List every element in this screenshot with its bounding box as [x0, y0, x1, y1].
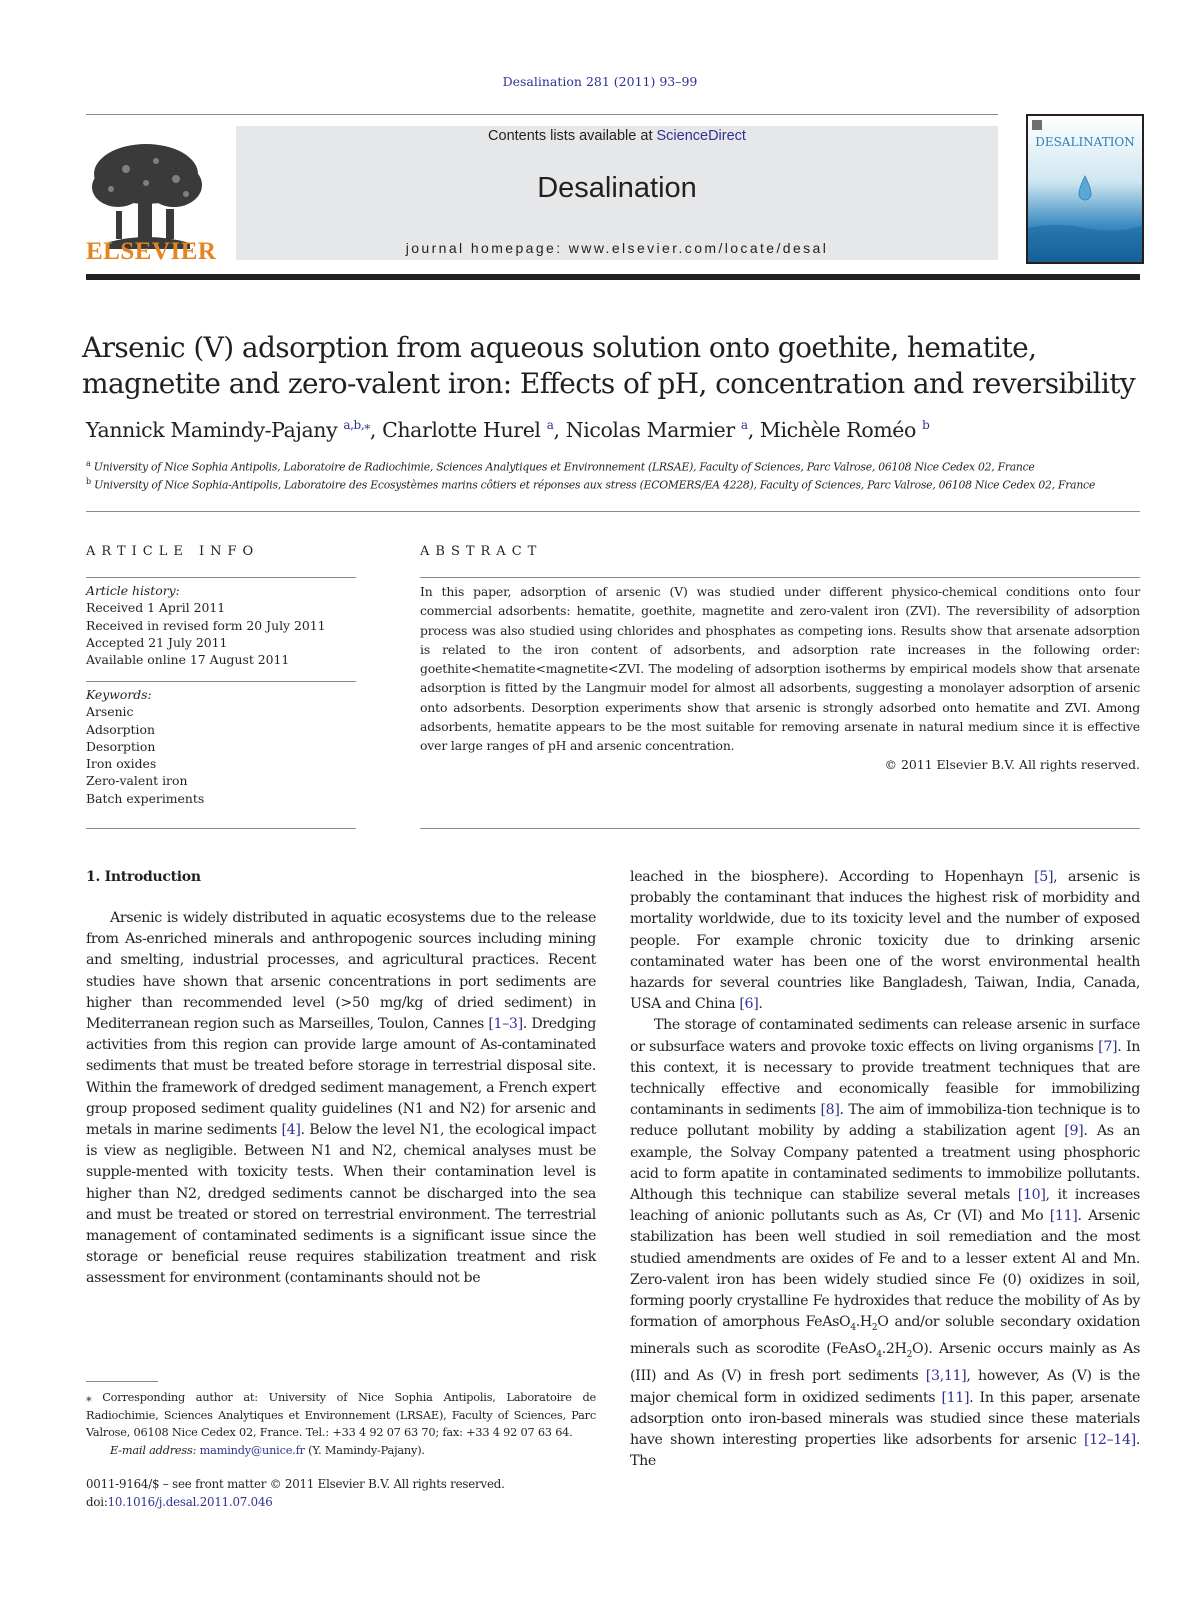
elsevier-wordmark: ELSEVIER: [86, 238, 217, 265]
author-separator: ,: [747, 418, 760, 442]
paragraph: [630, 1015, 1140, 1472]
footnote-text: ⁎ Corresponding author at: University of Nice Sophia Antipolis, Laboratoire de Radiochimie, Sciences Analytiques et Environnement (LRSAE), Faculty of Sciences, Parc Valrose, 06108 Nice Cedex 02, France. Tel.: +33 4 92 07 63 70; fax: +33 4 92 07 63 64.: [86, 1391, 596, 1439]
journal-name: Desalination: [537, 172, 697, 204]
journal-homepage[interactable]: journal homepage: www.elsevier.com/locate/desal: [405, 240, 829, 256]
history-item: Accepted 21 July 2011: [86, 634, 228, 650]
text-run: leached in the biosphere). According to Hopenhayn: [630, 869, 1035, 885]
article-info-heading: ARTICLE INFO: [86, 544, 260, 559]
cover-image: [1028, 116, 1142, 262]
author: Michèle Roméo: [759, 418, 916, 442]
text-run: . The aim of immobiliza-tion technique is to reduce pollutant mobility by adding a stabilization agent: [630, 1102, 1140, 1140]
history-label: Article history:: [86, 583, 180, 598]
body-column-left: [86, 908, 596, 1290]
doi-line: [86, 1494, 606, 1512]
divider: [420, 577, 1140, 578]
affiliation-divider: [86, 511, 1140, 512]
author: Charlotte Hurel: [382, 418, 541, 442]
text-run: . In this paper, arsenate adsorption onto iron-based minerals was studied since these materials have shown interesting properties like adsorbents for arsenic: [630, 1389, 1140, 1448]
text-run: . As an example, the Solvay Company patented a treatment using phosphoric acid to form apatite in contaminated sediments to immobilize pollutants. Although this technique can stabilize several metals: [630, 1123, 1140, 1204]
text-run: .H: [855, 1314, 872, 1331]
keyword: Iron oxides: [86, 756, 157, 772]
divider: [86, 577, 356, 578]
citation-ref[interactable]: [11]: [1049, 1208, 1078, 1225]
paragraph: [630, 867, 1140, 1015]
citation-ref[interactable]: [10]: [1017, 1187, 1046, 1204]
footnote-rule: [86, 1381, 158, 1382]
email-link[interactable]: mamindy@unice.fr: [199, 1443, 305, 1457]
citation-ref[interactable]: [9]: [1064, 1123, 1084, 1140]
keyword: Batch experiments: [86, 790, 205, 806]
keywords-label: Keywords:: [86, 687, 152, 702]
divider: [420, 828, 1140, 829]
author: Nicolas Marmier: [565, 418, 735, 442]
author-affiliation-mark[interactable]: a: [740, 418, 748, 433]
journal-cover: [1026, 114, 1144, 264]
text-run: . Dredging activities from this region can provide large amount of As-contaminated sediments that must be treated before storage in terrestrial disposal site. Within the framework of dredged sediment management, a French expert group proposed sediment quality guidelines (N1 and N2) for arsenic and metals in marine sediments: [86, 1016, 596, 1139]
text-run: Arsenic is widely distributed in aquatic ecosystems due to the release from As-enriched minerals and anthropogenic sources including mining and smelting, industrial processes, and agricultural practices. Recent studies have shown that arsenic concentrations in port sediments are higher than recommended level (>50 mg/kg of dried sediment) in Mediterranean region such as Marseilles, Toulon, Cannes: [86, 910, 596, 1033]
section-heading: 1. Introduction: [86, 869, 201, 885]
doi-link[interactable]: 10.1016/j.desal.2011.07.046: [107, 1494, 273, 1509]
affiliation-a: [86, 459, 1146, 474]
front-matter: [86, 1476, 606, 1511]
article-title: Arsenic (V) adsorption from aqueous solution onto goethite, hematite, magnetite and zero-valent iron: Effects of pH, concentration and reversibility: [82, 331, 1136, 400]
author-separator: ,: [553, 418, 566, 442]
subscript: 4: [850, 1323, 856, 1334]
subscript: 4: [876, 1350, 882, 1361]
subscript: 2: [906, 1350, 912, 1361]
divider: [86, 828, 356, 829]
author-affiliation-mark[interactable]: b: [922, 418, 930, 433]
cover-title: DESALINATION: [1035, 135, 1135, 149]
divider: [86, 681, 356, 682]
keyword: Zero-valent iron: [86, 773, 188, 789]
affiliation-mark: b: [86, 477, 91, 486]
author-affiliation-mark[interactable]: a: [546, 418, 554, 433]
top-divider: [86, 114, 998, 115]
affiliation-b: [86, 477, 1146, 492]
doi-prefix: doi:: [86, 1494, 108, 1509]
citation-ref[interactable]: [4]: [281, 1122, 301, 1139]
text-run: . Below the level N1, the ecological impact is view as negligible. Between N1 and N2, chemical analyses must be supple-mented with toxicity tests. When their contamination level is higher than N2, dredged sediments cannot be discharged into the sea and must be treated or stored on terrestrial environment. The terrestrial management of contaminated sediments is a significant issue since the storage or beneficial reuse requires stabilization treatment and risk assessment for environment (contaminants should not be: [86, 1122, 596, 1287]
email-label: E-mail address:: [110, 1443, 197, 1457]
author-affiliation-mark[interactable]: a,b,⁎: [343, 418, 370, 433]
text-run: The storage of contaminated sediments can release arsenic in surface or subsurface waters and provoke toxic effects on living organisms: [630, 1017, 1140, 1055]
text-run: . The: [630, 1431, 1140, 1470]
citation-ref[interactable]: [5]: [1034, 869, 1054, 885]
journal-citation[interactable]: Desalination 281 (2011) 93–99: [502, 74, 698, 89]
keyword: Arsenic: [86, 704, 134, 720]
author: Yannick Mamindy-Pajany: [86, 418, 338, 442]
citation-ref[interactable]: [7]: [1098, 1038, 1118, 1055]
author-list: [86, 418, 1140, 442]
article-history: [86, 582, 356, 668]
abstract-copyright: © 2011 Elsevier B.V. All rights reserved.: [884, 757, 1140, 772]
contents-prefix: Contents lists available at: [488, 128, 657, 144]
keyword: Adsorption: [86, 721, 155, 737]
header-thick-rule: [86, 274, 1140, 280]
citation-ref[interactable]: [3,11]: [925, 1368, 967, 1385]
paragraph: [86, 908, 596, 1290]
citation-ref[interactable]: [1–3]: [488, 1016, 523, 1033]
history-item: Received in revised form 20 July 2011: [86, 617, 326, 633]
abstract-heading: ABSTRACT: [420, 544, 543, 559]
text-run: .: [758, 996, 763, 1013]
sciencedirect-link[interactable]: ScienceDirect: [656, 128, 746, 144]
text-run: O). Arsenic occurs mainly as As (III) and As (V) in fresh port sediments: [630, 1341, 1141, 1385]
citation-ref[interactable]: [11]: [941, 1389, 970, 1406]
keywords: [86, 686, 356, 807]
history-item: Available online 17 August 2011: [86, 652, 290, 668]
author-separator: ,: [369, 418, 383, 442]
affiliation-text: University of Nice Sophia-Antipolis, Laboratoire des Ecosystèmes marins côtiers et réponses aux stress (ECOMERS/EA 4228), Faculty of Sciences, Parc Valrose, 06108 Nice Cedex 02, France: [94, 478, 1095, 492]
issn-line: 0011-9164/$ – see front matter © 2011 Elsevier B.V. All rights reserved.: [86, 1477, 505, 1491]
affiliation-mark: a: [86, 459, 91, 468]
email-owner: (Y. Mamindy-Pajany).: [304, 1443, 425, 1457]
text-run: . Arsenic stabilization has been well studied in soil remediation and the most studied amendments are oxides of Fe and to a lesser extent Al and Mn. Zero-valent iron has been widely studied since Fe (0) oxidizes in soil, forming poorly crystalline Fe hydroxides that reduce the mobility of As by formation of amorphous FeAsO: [630, 1208, 1140, 1331]
text-run: O and/or soluble secondary oxidation minerals such as scorodite (FeAsO: [630, 1314, 1140, 1358]
text-run: , arsenic is probably the contaminant that induces the highest risk of morbidity and mortality worldwide, due to its toxicity level and the number of exposed people. For example chronic toxicity due to drinking arsenic contaminated water has been one of the worst environmental health hazards for several countries like Bangladesh, Taiwan, India, Canada, USA and China: [630, 869, 1140, 1013]
email-line: [86, 1442, 596, 1460]
citation-ref[interactable]: [8]: [820, 1102, 840, 1119]
citation-ref[interactable]: [6]: [739, 996, 759, 1013]
body-column-right: [630, 867, 1140, 1472]
text-run: . In this context, it is necessary to provide treatment techniques that are technically effective and economically feasible for immobilizing contaminants in sediments: [630, 1038, 1140, 1119]
text-run: , it increases leaching of anionic pollutants such as As, Cr (VI) and Mo: [630, 1187, 1140, 1225]
text-run: .2H: [881, 1341, 907, 1358]
abstract-text: In this paper, adsorption of arsenic (V) was studied under different physico-chemical conditions onto four commercial adsorbents: hematite, goethite, magnetite and zero-valent iron (ZVI). The reversibility of adsorption process was also studied using chlorides and phosphates as competing ions. Results show that arsenate adsorption is related to the iron content of adsorbents, and adsorption rate increases in the following order: goethite<hematite<magnetite<ZVI. The modeling of adsorption isotherms by empirical models show that arsenate adsorption is fitted by the Langmuir model for almost all adsorbents, suggesting a monolayer adsorption of arsenic onto adsorbents. Desorption experiments show that arsenic is strongly adsorbed onto hematite and ZVI. Among adsorbents, hematite appears to be the most suitable for removing arsenate in natural medium since it is effective over large ranges of pH and arsenic concentration.: [420, 584, 1140, 754]
text-run: , however, As (V) is the major chemical form in oxidized sediments: [630, 1368, 1141, 1406]
subscript: 2: [871, 1323, 878, 1334]
keyword: Desorption: [86, 738, 156, 754]
contents-line: [236, 128, 998, 144]
history-item: Received 1 April 2011: [86, 600, 226, 616]
affiliation-text: University of Nice Sophia Antipolis, Laboratoire de Radiochimie, Sciences Analytiques et Environnement (LRSAE), Faculty of Sciences, Parc Valrose, 06108 Nice Cedex 02, France: [93, 460, 1035, 474]
corresponding-author-footnote: [86, 1389, 596, 1459]
citation-ref[interactable]: [12–14]: [1084, 1431, 1136, 1448]
